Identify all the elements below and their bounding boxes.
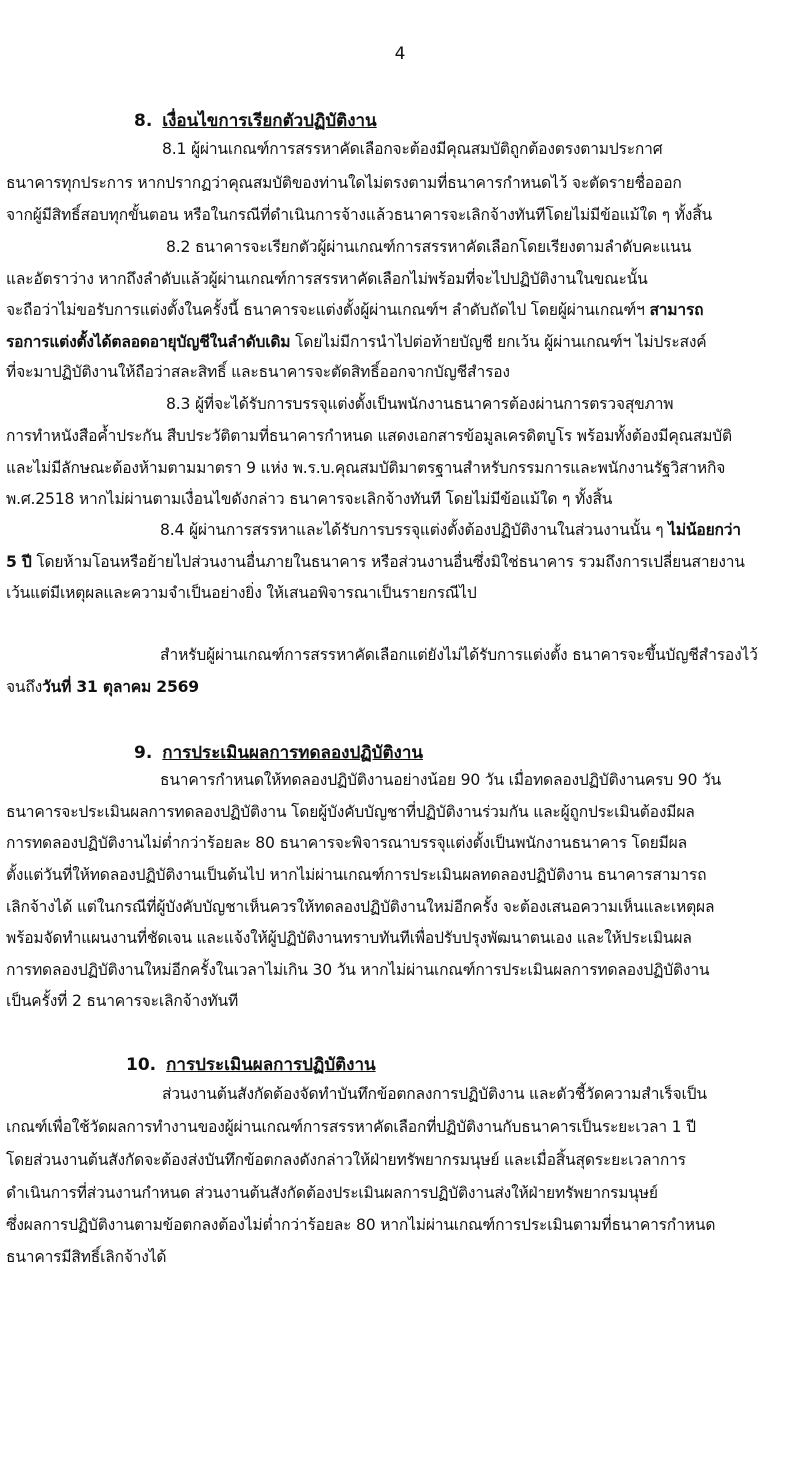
clause-8-1-line: ธนาคารทุกประการ หากปรากฏว่าคุณสมบัติของท่านใดไม่ตรงตามที่ธนาคารกำหนดไว้ จะตัดรายชื่อออก bbox=[6, 174, 682, 192]
section-8-title: เงื่อนไขการเรียกตัวปฏิบัติงาน bbox=[162, 111, 377, 131]
section-10-line: โดยส่วนงานต้นสังกัดจะต้องส่งบันทึกข้อตกลงดังกล่าวให้ฝ่ายทรัพยากรมนุษย์ และเมื่อสิ้นสุดระยะเวลาการ bbox=[6, 1151, 686, 1169]
bold-text-run: 5 ปี bbox=[6, 553, 32, 571]
section-10-line: ธนาคารมีสิทธิ์เลิกจ้างได้ bbox=[6, 1248, 167, 1266]
section-9-line: การทดลองปฏิบัติงานไม่ต่ำกว่าร้อยละ 80 ธนาคารจะพิจารณาบรรจุแต่งตั้งเป็นพนักงานธนาคาร โดยมีผล bbox=[6, 834, 687, 852]
section-9-title: การประเมินผลการทดลองปฏิบัติงาน bbox=[162, 743, 423, 763]
text-run: โดยไม่มีการนำไปต่อท้ายบัญชี ยกเว้น ผู้ผ่านเกณฑ์ฯ ไม่ประสงค์ bbox=[290, 333, 707, 351]
clause-8-1-line: จากผู้มีสิทธิ์สอบทุกขั้นตอน หรือในกรณีที่ดำเนินการจ้างแล้วธนาคารจะเลิกจ้างทันทีโดยไม่มีข้อแม้ใด ๆ ทั้งสิ้น bbox=[6, 206, 712, 224]
clause-8-3-line: 8.3 ผู้ที่จะได้รับการบรรจุแต่งตั้งเป็นพนักงานธนาคารต้องผ่านการตรวจสุขภาพ bbox=[166, 395, 674, 413]
clause-8-2-line: ที่จะมาปฏิบัติงานให้ถือว่าสละสิทธิ์ และธนาคารจะตัดสิทธิ์ออกจากบัญชีสำรอง bbox=[6, 363, 510, 381]
section-9-line: การทดลองปฏิบัติงานใหม่อีกครั้งในเวลาไม่เกิน 30 วัน หากไม่ผ่านเกณฑ์การประเมินผลการทดลองปฏิบัติงาน bbox=[6, 961, 710, 979]
section-10-line: ซึ่งผลการปฏิบัติงานตามข้อตกลงต้องไม่ต่ำกว่าร้อยละ 80 หากไม่ผ่านเกณฑ์การประเมินตามที่ธนาคารกำหนด bbox=[6, 1216, 716, 1234]
reserve-list-line bbox=[6, 677, 199, 697]
text-run: โดยห้ามโอนหรือย้ายไปส่วนงานอื่นภายในธนาคาร หรือส่วนงานอื่นซึ่งมิใช่ธนาคาร รวมถึงการเปลี่ยนสายงาน bbox=[31, 553, 745, 571]
clause-8-3-line: พ.ศ.2518 หากไม่ผ่านตามเงื่อนไขดังกล่าว ธนาคารจะเลิกจ้างทันที โดยไม่มีข้อแม้ใด ๆ ทั้งสิ้น bbox=[6, 490, 613, 508]
section-8-heading bbox=[134, 107, 377, 134]
clause-8-2-line bbox=[6, 300, 703, 320]
clause-8-4-line bbox=[160, 520, 741, 540]
section-9-number: 9. bbox=[134, 743, 153, 763]
clause-8-1-line: 8.1 ผู้ผ่านเกณฑ์การสรรหาคัดเลือกจะต้องมีคุณสมบัติถูกต้องตรงตามประกาศ bbox=[162, 140, 663, 158]
bold-text-run: วันที่ 31 ตุลาคม 2569 bbox=[42, 678, 199, 696]
clause-8-2-line bbox=[6, 332, 707, 352]
reserve-list-line: สำหรับผู้ผ่านเกณฑ์การสรรหาคัดเลือกแต่ยังไม่ได้รับการแต่งตั้ง ธนาคารจะขึ้นบัญชีสำรองไว้ bbox=[160, 646, 758, 664]
section-10-line: ส่วนงานต้นสังกัดต้องจัดทำบันทึกข้อตกลงการปฏิบัติงาน และตัวชี้วัดความสำเร็จเป็น bbox=[162, 1085, 707, 1103]
section-10-heading bbox=[126, 1051, 376, 1078]
section-9-heading bbox=[134, 739, 423, 766]
section-9-line: เป็นครั้งที่ 2 ธนาคารจะเลิกจ้างทันที bbox=[6, 992, 239, 1010]
bold-text-run: ไม่น้อยกว่า bbox=[668, 521, 741, 539]
section-10-line: เกณฑ์เพื่อใช้วัดผลการทำงานของผู้ผ่านเกณฑ์การสรรหาคัดเลือกที่ปฏิบัติงานกับธนาคารเป็นระยะเวลา 1 ปี bbox=[6, 1118, 696, 1136]
section-9-line: พร้อมจัดทำแผนงานที่ชัดเจน และแจ้งให้ผู้ปฏิบัติงานทราบทันทีเพื่อปรับปรุงพัฒนาตนเอง และให้ประเมินผล bbox=[6, 929, 692, 947]
clause-8-4-line bbox=[6, 552, 745, 572]
section-10-number: 10. bbox=[126, 1055, 157, 1075]
clause-8-2-line: และอัตราว่าง หากถึงลำดับแล้วผู้ผ่านเกณฑ์การสรรหาคัดเลือกไม่พร้อมที่จะไปปฏิบัติงานในขณะนั้น bbox=[6, 270, 648, 288]
section-10-line: ดำเนินการที่ส่วนงานกำหนด ส่วนงานต้นสังกัดต้องประเมินผลการปฏิบัติงานส่งให้ฝ่ายทรัพยากรมนุษย์ bbox=[6, 1184, 658, 1202]
section-10-title: การประเมินผลการปฏิบัติงาน bbox=[166, 1055, 376, 1075]
text-run: 8.4 ผู้ผ่านการสรรหาและได้รับการบรรจุแต่งตั้งต้องปฏิบัติงานในส่วนงานนั้น ๆ bbox=[160, 521, 669, 539]
page-number: 4 bbox=[394, 44, 406, 64]
clause-8-3-line: และไม่มีลักษณะต้องห้ามตามมาตรา 9 แห่ง พ.ร.บ.คุณสมบัติมาตรฐานสำหรับกรรมการและพนักงานรัฐวิสาหกิจ bbox=[6, 459, 726, 477]
section-9-line: ธนาคารจะประเมินผลการทดลองปฏิบัติงาน โดยผู้บังคับบัญชาที่ปฏิบัติงานร่วมกัน และผู้ถูกประเมินต้องมีผล bbox=[6, 803, 695, 821]
section-8-number: 8. bbox=[134, 111, 153, 131]
clause-8-2-line: 8.2 ธนาคารจะเรียกตัวผู้ผ่านเกณฑ์การสรรหาคัดเลือกโดยเรียงตามลำดับคะแนน bbox=[166, 238, 692, 256]
bold-text-run: สามารถ bbox=[649, 301, 704, 319]
clause-8-4-line: เว้นแต่มีเหตุผลและความจำเป็นอย่างยิ่ง ให้เสนอพิจารณาเป็นรายกรณีไป bbox=[6, 584, 477, 602]
text-run: จนถึง bbox=[6, 678, 43, 696]
section-9-line: ตั้งแต่วันที่ให้ทดลองปฏิบัติงานเป็นต้นไป หากไม่ผ่านเกณฑ์การประเมินผลทดลองปฏิบัติงาน ธนาคารสามารถ bbox=[6, 866, 707, 884]
section-9-line: ธนาคารกำหนดให้ทดลองปฏิบัติงานอย่างน้อย 90 วัน เมื่อทดลองปฏิบัติงานครบ 90 วัน bbox=[160, 771, 721, 789]
section-9-line: เลิกจ้างได้ แต่ในกรณีที่ผู้บังคับบัญชาเห็นควรให้ทดลองปฏิบัติงานใหม่อีกครั้ง จะต้องเสนอความเห็นและเหตุผล bbox=[6, 898, 715, 916]
clause-8-3-line: การทำหนังสือค้ำประกัน สืบประวัติตามที่ธนาคารกำหนด แสดงเอกสารข้อมูลเครดิตบูโร พร้อมทั้งต้องมีคุณสมบัติ bbox=[6, 427, 732, 445]
text-run: จะถือว่าไม่ขอรับการแต่งตั้งในครั้งนี้ ธนาคารจะแต่งตั้งผู้ผ่านเกณฑ์ฯ ลำดับถัดไป โดยผู้ผ่านเกณฑ์ฯ bbox=[6, 301, 650, 319]
bold-text-run: รอการแต่งตั้งได้ตลอดอายุบัญชีในลำดับเดิม bbox=[6, 333, 291, 351]
